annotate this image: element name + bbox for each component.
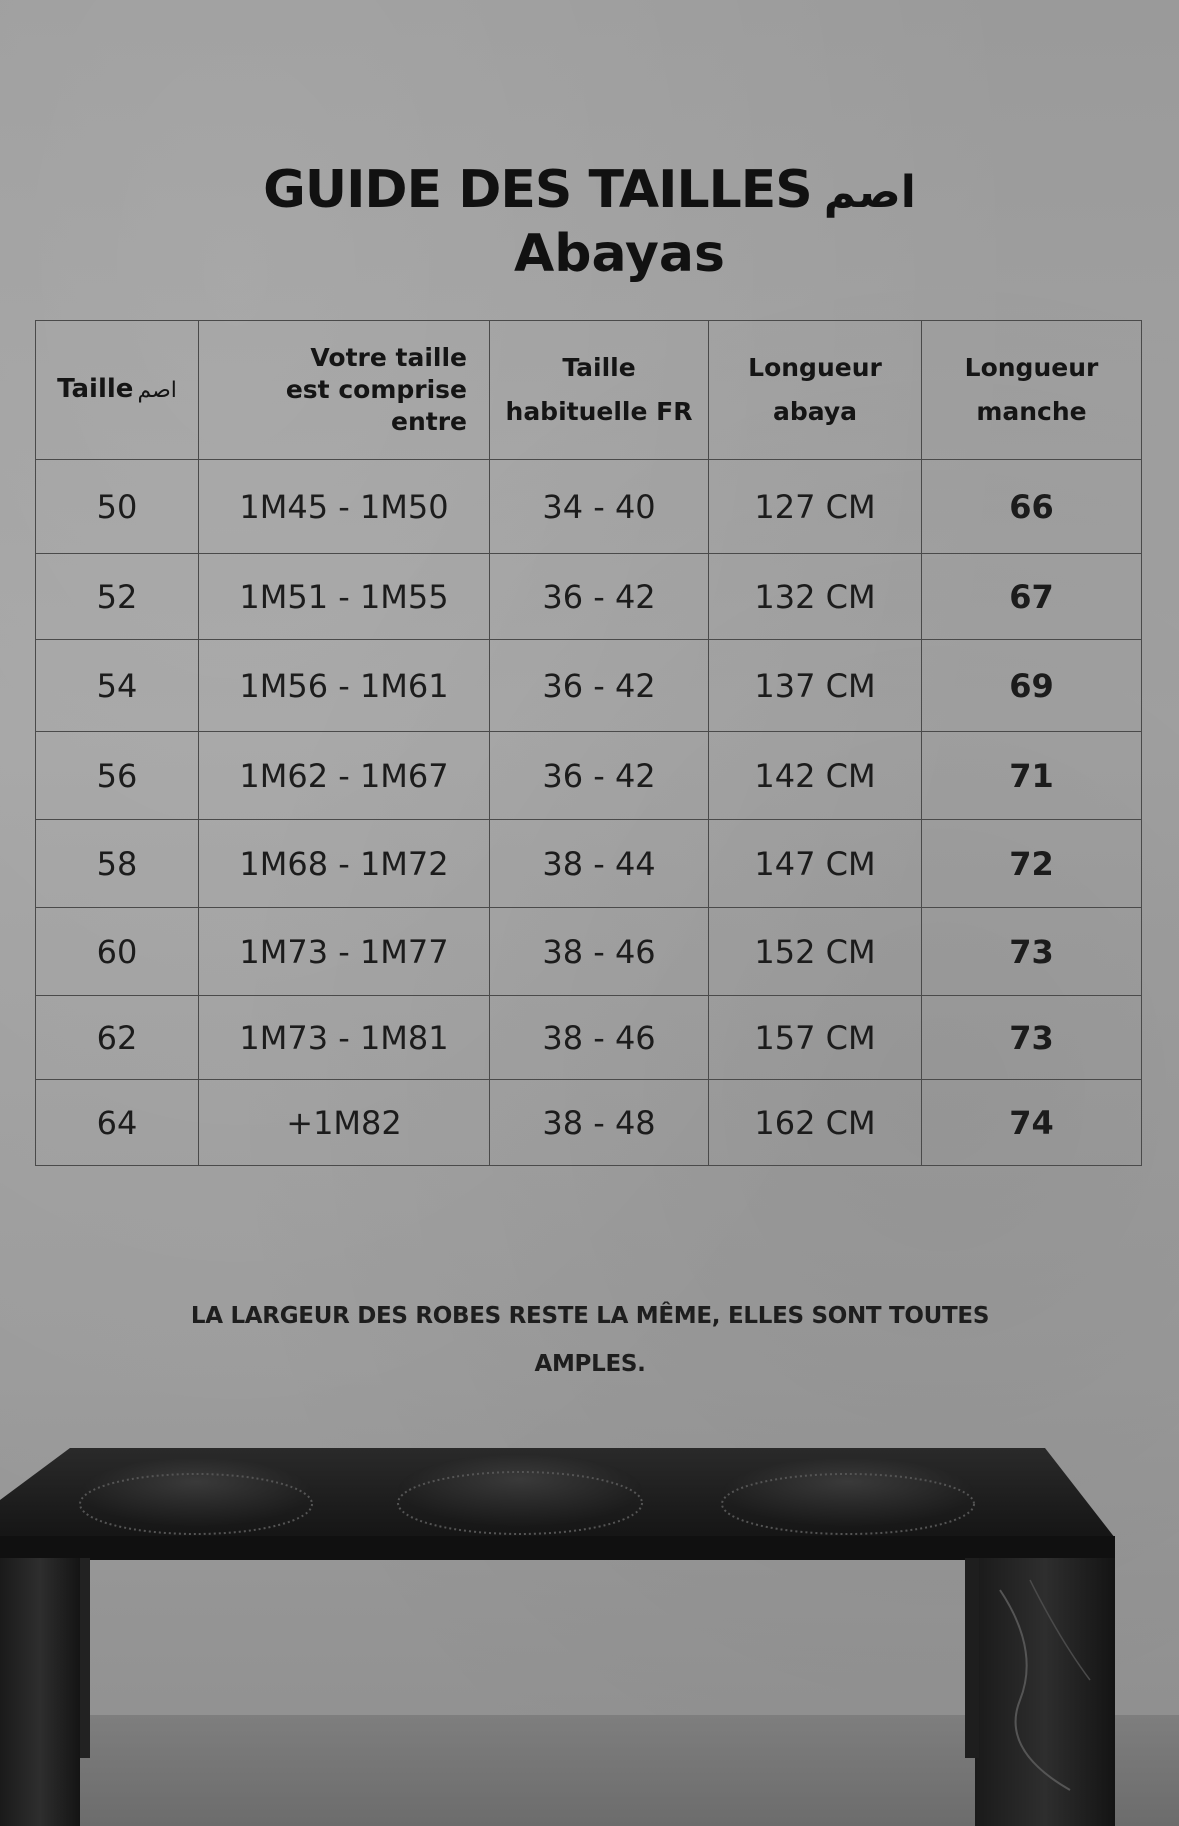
bench-legs bbox=[0, 1558, 1115, 1826]
header-taille bbox=[36, 321, 199, 460]
cell-abaya-length: 132 CM bbox=[709, 554, 922, 640]
cell-sleeve-length: 66 bbox=[922, 460, 1142, 554]
table-row bbox=[36, 820, 1142, 908]
cell-fr-size: 36 - 42 bbox=[490, 640, 709, 732]
cell-height-range: 1M68 - 1M72 bbox=[199, 820, 490, 908]
header-sleeve-length bbox=[922, 321, 1142, 460]
cell-taille: 52 bbox=[36, 554, 199, 640]
cell-fr-size: 38 - 48 bbox=[490, 1080, 709, 1166]
cell-fr-size: 38 - 44 bbox=[490, 820, 709, 908]
title-arabic-text: اصم bbox=[823, 167, 916, 218]
title-line-1 bbox=[0, 160, 1179, 223]
cell-abaya-length: 162 CM bbox=[709, 1080, 922, 1166]
header-height-range bbox=[199, 321, 490, 460]
cell-height-range: +1M82 bbox=[199, 1080, 490, 1166]
cell-sleeve-length: 72 bbox=[922, 820, 1142, 908]
cell-fr-size: 38 - 46 bbox=[490, 996, 709, 1080]
table-row bbox=[36, 732, 1142, 820]
table-row bbox=[36, 996, 1142, 1080]
cell-fr-size: 36 - 42 bbox=[490, 732, 709, 820]
table-row bbox=[36, 908, 1142, 996]
cell-abaya-length: 147 CM bbox=[709, 820, 922, 908]
cell-abaya-length: 142 CM bbox=[709, 732, 922, 820]
header-taille-label: Taille bbox=[57, 374, 134, 404]
header-fr-line1: Taille bbox=[562, 353, 636, 382]
width-note bbox=[70, 1292, 1110, 1388]
header-abaya-line2: abaya bbox=[772, 397, 858, 426]
cell-abaya-length: 152 CM bbox=[709, 908, 922, 996]
cell-fr-size: 36 - 42 bbox=[490, 554, 709, 640]
table-row bbox=[36, 554, 1142, 640]
cell-taille: 64 bbox=[36, 1080, 199, 1166]
cell-sleeve-length: 73 bbox=[922, 908, 1142, 996]
width-note-line2: AMPLES. bbox=[534, 1351, 646, 1377]
header-height-line2: est comprise bbox=[285, 375, 467, 404]
cell-height-range: 1M56 - 1M61 bbox=[199, 640, 490, 732]
cell-sleeve-length: 73 bbox=[922, 996, 1142, 1080]
cell-sleeve-length: 67 bbox=[922, 554, 1142, 640]
size-guide-table bbox=[35, 320, 1142, 1166]
table-row bbox=[36, 640, 1142, 732]
cell-sleeve-length: 71 bbox=[922, 732, 1142, 820]
cell-height-range: 1M51 - 1M55 bbox=[199, 554, 490, 640]
cell-taille: 60 bbox=[36, 908, 199, 996]
cell-abaya-length: 127 CM bbox=[709, 460, 922, 554]
cell-height-range: 1M73 - 1M81 bbox=[199, 996, 490, 1080]
page-title bbox=[0, 160, 1179, 283]
header-fr-size bbox=[490, 321, 709, 460]
table-header-row bbox=[36, 321, 1142, 460]
bench-illustration bbox=[0, 1440, 1179, 1826]
cell-sleeve-length: 69 bbox=[922, 640, 1142, 732]
title-subtitle: Abayas bbox=[514, 224, 725, 284]
table-row bbox=[36, 460, 1142, 554]
header-fr-line2: habituelle FR bbox=[505, 397, 693, 426]
bench-cushions bbox=[80, 1454, 974, 1534]
cell-fr-size: 34 - 40 bbox=[490, 460, 709, 554]
header-abaya-length bbox=[709, 321, 922, 460]
header-sleeve-line2: manche bbox=[976, 397, 1087, 426]
header-abaya-line1: Longueur bbox=[748, 353, 882, 382]
cell-taille: 58 bbox=[36, 820, 199, 908]
cell-abaya-length: 157 CM bbox=[709, 996, 922, 1080]
cell-taille: 56 bbox=[36, 732, 199, 820]
cell-taille: 54 bbox=[36, 640, 199, 732]
cell-height-range: 1M73 - 1M77 bbox=[199, 908, 490, 996]
header-height-line3: entre bbox=[391, 407, 467, 436]
title-text: GUIDE DES TAILLES bbox=[263, 160, 812, 220]
cell-taille: 50 bbox=[36, 460, 199, 554]
cell-taille: 62 bbox=[36, 996, 199, 1080]
header-height-line1: Votre taille bbox=[310, 343, 467, 372]
cell-abaya-length: 137 CM bbox=[709, 640, 922, 732]
width-note-line1: LA LARGEUR DES ROBES RESTE LA MÊME, ELLES SONT TOUTES bbox=[190, 1303, 990, 1329]
header-taille-arabic: اصم bbox=[137, 378, 177, 403]
header-sleeve-line1: Longueur bbox=[964, 353, 1099, 382]
cell-fr-size: 38 - 46 bbox=[490, 908, 709, 996]
cell-sleeve-length: 74 bbox=[922, 1080, 1142, 1166]
table-row bbox=[36, 1080, 1142, 1166]
cell-height-range: 1M62 - 1M67 bbox=[199, 732, 490, 820]
cell-height-range: 1M45 - 1M50 bbox=[199, 460, 490, 554]
